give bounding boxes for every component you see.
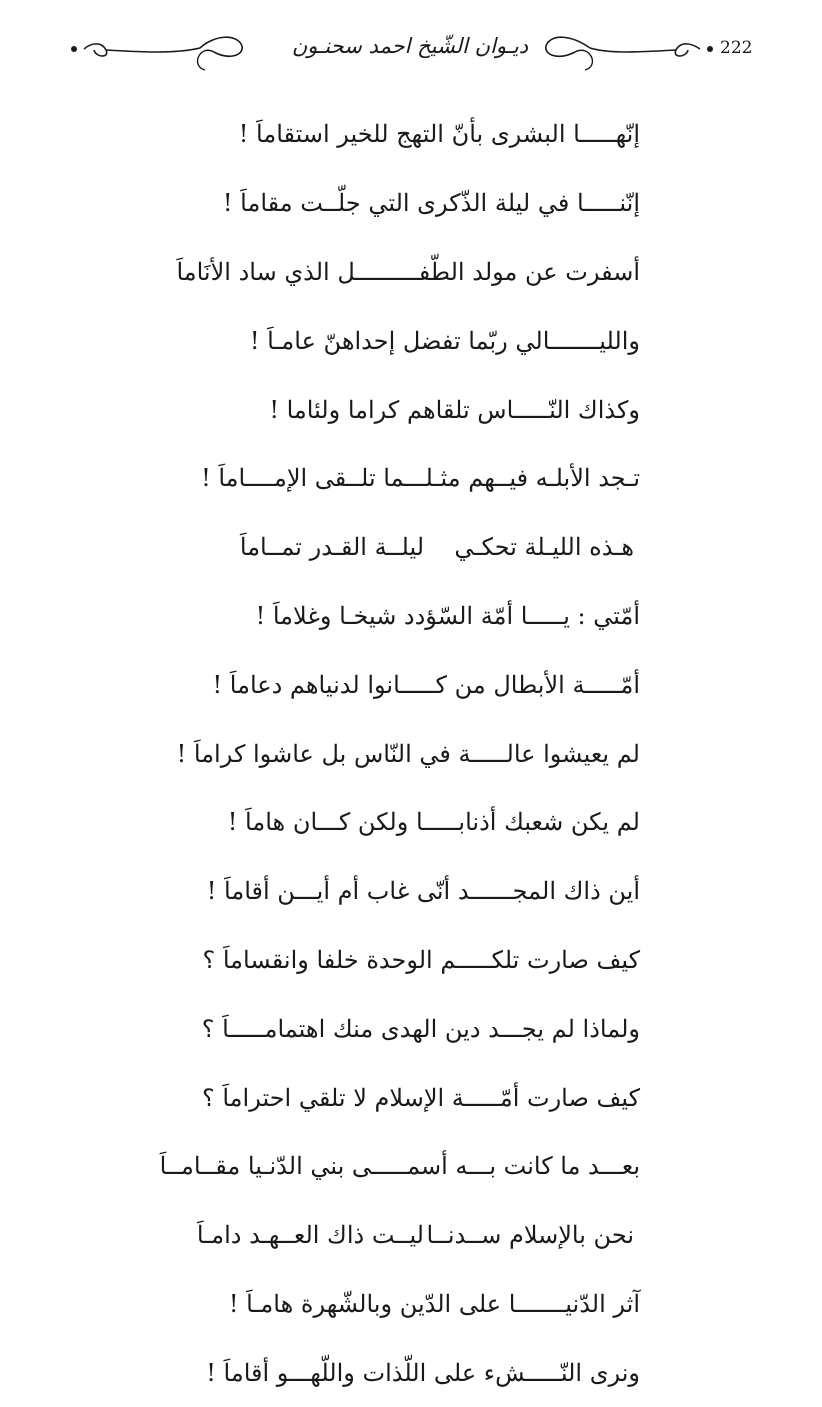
verse-text: بعـــد ما كانت بـــه أسمـــــى بني الدّنـيا مقــامــاَ [159, 1152, 640, 1181]
verse-line [150, 238, 670, 307]
verse-line [150, 994, 670, 1063]
verse-text: أسفرت عن مولد الطّفـــــــــل الذي ساد الأنَاماَ [176, 257, 640, 286]
verse-line [150, 926, 670, 995]
verse-text: وكذاك النّـــــاس تلقاهم كراما ولئاما ! [269, 395, 640, 424]
verse-line [150, 650, 670, 719]
hemistich-second: ليلــة القـدر تمــاماَ [239, 533, 424, 562]
verse-line [150, 788, 670, 857]
couplet-line [150, 1201, 670, 1270]
verse-text: آثر الدّنيـــــــا على الدّين وبالشّهرة هامـاَ ! [228, 1289, 640, 1318]
verse-line [150, 375, 670, 444]
verse-text: تـجد الأبلـه فيــهم مثـلـــما تلــقى الإمــــاماَ ! [201, 464, 640, 493]
verse-line [150, 1270, 670, 1339]
hemistich-second: ليــت ذاك العــهـد دامـاَ [196, 1221, 424, 1250]
hemistich-first: هـذه الليـلة تحكـي [454, 533, 634, 562]
verse-text: إنّنـــــا في ليلة الذّكرى التي جلّــت مقاماَ ! [222, 189, 640, 218]
hemistich-first: نحن بالإسلام ســدنــا [426, 1221, 634, 1250]
couplet-line [150, 513, 670, 582]
verse-line [150, 857, 670, 926]
verse-line [150, 1338, 670, 1407]
verse-text: أمّتي : يـــــا أمّة السّؤدد شيخـا وغلاماَ ! [255, 601, 640, 630]
verse-line [150, 582, 670, 651]
verse-text: كيف صارت أمّـــــة الإسلام لا تلقي احتراماَ ؟ [202, 1083, 640, 1112]
verse-line [150, 719, 670, 788]
verse-text: لم يعيشوا عالـــــة في النّاس بل عاشوا كراماَ ! [176, 739, 640, 768]
verse-text: لم يكن شعبك أذنابـــــا ولكن كـــان هاماَ ! [227, 808, 640, 837]
verse-text: ولماذا لم يجـــد دين الهدى منك اهتمامـــــاَ ؟ [201, 1014, 640, 1043]
verse-line [150, 444, 670, 513]
verse-line [150, 100, 670, 169]
verse-text: كيف صارت تلكـــــم الوحدة خلفا وانقساماَ ؟ [202, 945, 640, 974]
verse-text: ونرى النّـــــشء على اللّذات واللّهـــو أقاماَ ! [206, 1358, 640, 1387]
page-number: 222 [720, 38, 753, 58]
verse-line [150, 306, 670, 375]
verse-text: إنّهـــــا البشرى بأنّ التهج للخير استقاماَ ! [238, 120, 640, 149]
verse-line [150, 1063, 670, 1132]
verse-text: أين ذاك المجــــــد أنّى غاب أم أيـــن أقاماَ ! [206, 877, 640, 906]
page-header [0, 22, 822, 74]
verse-line [150, 169, 670, 238]
verse-text: أمّـــــة الأبطال من كـــــانوا لدنياهم دعاماَ ! [212, 670, 640, 699]
poem-body [150, 100, 670, 1407]
verse-line [150, 1132, 670, 1201]
running-title: ديـوان الشّيخ احمد سحنـون [291, 34, 529, 58]
verse-text: والليـــــــالي ربّما تفضل إحداهنّ عامـاَ ! [249, 326, 640, 355]
